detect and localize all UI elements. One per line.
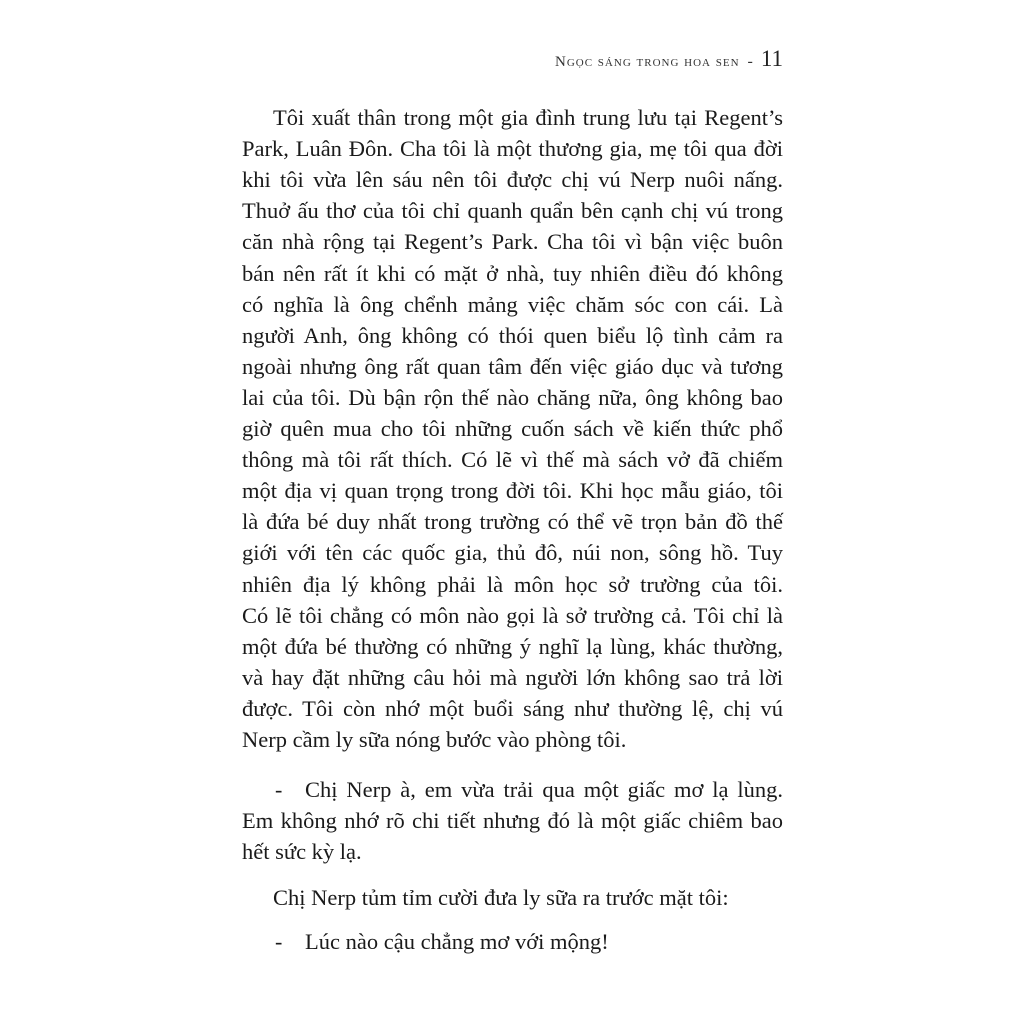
- running-header: [555, 46, 783, 72]
- text-line: thông mà tôi rất thích. Có lẽ vì thế mà sách vở đã chiếm: [242, 447, 783, 473]
- text-line: khi tôi vừa lên sáu nên tôi được chị vú Nerp nuôi nấng.: [242, 167, 783, 193]
- dialogue-dash: -: [275, 777, 283, 802]
- text-line: người Anh, ông không có thói quen biểu lộ tình cảm ra: [242, 322, 783, 348]
- text-line: là đứa bé duy nhất trong trường có thể vẽ trọn bản đồ thế: [242, 509, 783, 535]
- dialogue-dash: -: [275, 929, 283, 954]
- text-line: Em không nhớ rõ chi tiết nhưng đó là một giấc chiêm bao: [242, 808, 783, 834]
- text-line: căn nhà rộng tại Regent’s Park. Cha tôi vì bận việc buôn: [242, 229, 783, 255]
- header-separator: -: [747, 53, 753, 70]
- text-line: hết sức kỳ lạ.: [242, 839, 362, 865]
- text-line: Lúc nào cậu chẳng mơ với mộng!: [305, 929, 609, 954]
- text-line: ngoài nhưng ông rất quan tâm đến việc giáo dục và tương: [242, 353, 783, 379]
- text-line: giới với tên các quốc gia, thủ đô, núi non, sông hồ. Tuy: [242, 540, 783, 566]
- text-line: một đứa bé thường có những ý nghĩ lạ lùng, khác thường,: [242, 633, 783, 659]
- text-line: Tôi xuất thân trong một gia đình trung lưu tại Regent’s: [273, 105, 783, 130]
- text-line: được. Tôi còn nhớ một buổi sáng như thường lệ, chị vú: [242, 695, 783, 721]
- text-line: Chị Nerp tủm tỉm cười đưa ly sữa ra trước mặt tôi:: [273, 885, 729, 910]
- text-line: Park, Luân Đôn. Cha tôi là một thương gia, mẹ tôi qua đời: [242, 136, 783, 162]
- text-line: Thuở ấu thơ của tôi chỉ quanh quẩn bên cạnh chị vú trong: [242, 198, 783, 224]
- text-line: có nghĩa là ông chểnh mảng việc chăm sóc con cái. Là: [242, 291, 783, 317]
- text-line: bán nên rất ít khi có mặt ở nhà, tuy nhiên điều đó không: [242, 260, 783, 286]
- text-line: một địa vị quan trọng trong đời tôi. Khi học mẫu giáo, tôi: [242, 478, 783, 504]
- text-line: giờ quên mua cho tôi những cuốn sách về kiến thức phổ: [242, 416, 783, 441]
- text-line: và hay đặt những câu hỏi mà người lớn không sao trả lời: [242, 664, 783, 690]
- text-line: Chị Nerp à, em vừa trải qua một giấc mơ lạ lùng.: [305, 777, 783, 802]
- book-title: Ngọc sáng trong hoa sen: [555, 54, 740, 70]
- text-line: Nerp cầm ly sữa nóng bước vào phòng tôi.: [242, 727, 627, 752]
- text-line: nhiên địa lý không phải là môn học sở trường của tôi.: [242, 571, 783, 597]
- text-line: Có lẽ tôi chẳng có môn nào gọi là sở trường cả. Tôi chỉ là: [242, 602, 783, 628]
- page-number: 11: [760, 46, 783, 71]
- text-line: lai của tôi. Dù bận rộn thế nào chăng nữa, ông không bao: [242, 384, 783, 410]
